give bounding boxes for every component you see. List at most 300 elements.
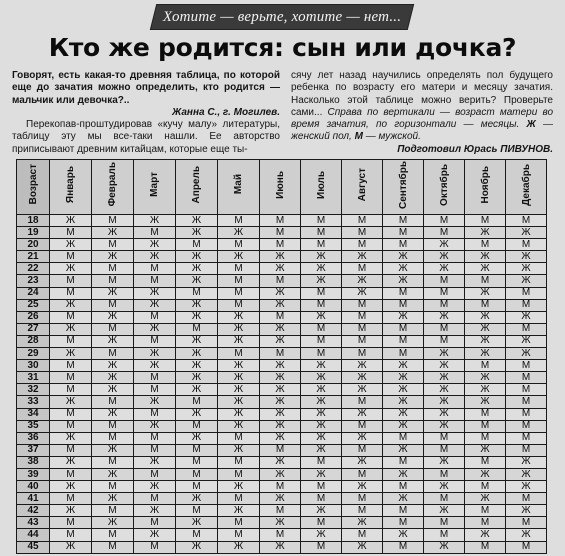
age-cell: 38 xyxy=(17,456,50,468)
gender-cell: Ж xyxy=(465,311,506,323)
gender-cell: Ж xyxy=(260,408,301,420)
gender-cell: М xyxy=(301,323,342,335)
gender-cell: М xyxy=(92,239,134,251)
table-row xyxy=(17,287,547,299)
gender-cell: М xyxy=(92,348,134,360)
gender-cell: М xyxy=(301,287,342,299)
gender-cell: Ж xyxy=(506,505,547,517)
table-row xyxy=(17,323,547,335)
header-label: Февраль xyxy=(107,162,118,207)
table-row xyxy=(17,227,547,239)
table-row xyxy=(17,384,547,396)
gender-cell: М xyxy=(50,529,92,541)
gender-cell: Ж xyxy=(383,493,424,505)
gender-cell: Ж xyxy=(424,384,465,396)
gender-cell: М xyxy=(50,408,92,420)
gender-cell: Ж xyxy=(506,263,547,275)
header-label: Март xyxy=(149,172,160,197)
gender-cell: М xyxy=(92,529,134,541)
gender-cell: М xyxy=(506,493,547,505)
table-row xyxy=(17,432,547,444)
gender-cell: Ж xyxy=(260,517,301,529)
headline: Кто же родится: сын или дочка? xyxy=(48,33,517,62)
gender-cell: Ж xyxy=(465,287,506,299)
gender-cell: Ж xyxy=(218,251,260,263)
gender-cell: Ж xyxy=(92,372,134,384)
table-row xyxy=(17,481,547,493)
gender-cell: М xyxy=(92,263,134,275)
header-label: Возраст xyxy=(27,164,39,205)
gender-cell: Ж xyxy=(383,384,424,396)
gender-cell: М xyxy=(342,311,383,323)
gender-cell: М xyxy=(218,348,260,360)
gender-cell: М xyxy=(92,299,134,311)
gender-cell: Ж xyxy=(342,384,383,396)
gender-cell: Ж xyxy=(301,251,342,263)
gender-cell: Ж xyxy=(176,348,218,360)
gender-cell: М xyxy=(342,468,383,480)
gender-cell: Ж xyxy=(342,432,383,444)
gender-cell: М xyxy=(92,275,134,287)
gender-cell: Ж xyxy=(301,311,342,323)
gender-cell: Ж xyxy=(92,287,134,299)
gender-cell: Ж xyxy=(424,348,465,360)
age-cell: 27 xyxy=(17,323,50,335)
gender-cell: Ж xyxy=(260,263,301,275)
gender-cell: Ж xyxy=(176,432,218,444)
gender-cell: Ж xyxy=(218,360,260,372)
gender-cell: Ж xyxy=(424,263,465,275)
gender-cell: Ж xyxy=(301,372,342,384)
table-row xyxy=(17,251,547,263)
gender-cell: М xyxy=(465,505,506,517)
gender-cell: Ж xyxy=(506,227,547,239)
gender-cell: М xyxy=(383,541,424,553)
gender-cell: Ж xyxy=(301,275,342,287)
gender-cell: Ж xyxy=(92,251,134,263)
table-row xyxy=(17,360,547,372)
gender-cell: М xyxy=(134,372,176,384)
gender-cell: Ж xyxy=(301,444,342,456)
gender-cell: М xyxy=(218,263,260,275)
gender-cell: М xyxy=(134,493,176,505)
gender-cell: М xyxy=(260,529,301,541)
gender-cell: Ж xyxy=(301,420,342,432)
gender-cell: М xyxy=(342,420,383,432)
gender-cell: Ж xyxy=(176,493,218,505)
gender-cell: Ж xyxy=(301,263,342,275)
gender-cell: Ж xyxy=(176,360,218,372)
gender-cell: М xyxy=(424,299,465,311)
gender-cell: М xyxy=(218,456,260,468)
author-credit: Подготовил Юрась ПИВУНОВ. xyxy=(397,143,553,155)
gender-cell: Ж xyxy=(50,263,92,275)
gender-cell: М xyxy=(301,227,342,239)
gender-cell: Ж xyxy=(134,287,176,299)
gender-cell: М xyxy=(301,239,342,251)
gender-cell: М xyxy=(218,275,260,287)
age-cell: 34 xyxy=(17,408,50,420)
gender-cell: Ж xyxy=(134,420,176,432)
gender-cell: Ж xyxy=(50,456,92,468)
gender-cell: Ж xyxy=(50,239,92,251)
gender-cell: Ж xyxy=(218,408,260,420)
gender-cell: М xyxy=(342,396,383,408)
gender-cell: М xyxy=(465,420,506,432)
age-cell: 33 xyxy=(17,396,50,408)
header-age xyxy=(17,160,50,215)
gender-cell: Ж xyxy=(134,456,176,468)
gender-cell: Ж xyxy=(134,299,176,311)
gender-cell: М xyxy=(301,299,342,311)
gender-cell: М xyxy=(506,299,547,311)
gender-cell: М xyxy=(506,444,547,456)
gender-cell: М xyxy=(134,263,176,275)
gender-cell: М xyxy=(92,420,134,432)
header-month xyxy=(465,160,506,215)
gender-cell: Ж xyxy=(50,481,92,493)
gender-cell: Ж xyxy=(465,529,506,541)
gender-cell: М xyxy=(424,432,465,444)
gender-cell: М xyxy=(134,311,176,323)
gender-cell: М xyxy=(176,529,218,541)
gender-cell: М xyxy=(424,287,465,299)
age-cell: 43 xyxy=(17,517,50,529)
age-cell: 40 xyxy=(17,481,50,493)
gender-cell: М xyxy=(176,420,218,432)
conception-table-container xyxy=(16,159,547,554)
header-month xyxy=(50,160,92,215)
gender-cell: Ж xyxy=(134,239,176,251)
gender-cell: Ж xyxy=(342,275,383,287)
age-cell: 30 xyxy=(17,360,50,372)
gender-cell: М xyxy=(301,456,342,468)
age-cell: 25 xyxy=(17,299,50,311)
article-column-right xyxy=(291,70,553,156)
gender-cell: Ж xyxy=(465,323,506,335)
gender-cell: Ж xyxy=(260,468,301,480)
gender-cell: Ж xyxy=(92,468,134,480)
gender-cell: М xyxy=(465,215,506,227)
gender-cell: М xyxy=(424,493,465,505)
header-month xyxy=(92,160,134,215)
header-label: Июнь xyxy=(274,170,286,199)
gender-cell: М xyxy=(506,372,547,384)
age-cell: 29 xyxy=(17,348,50,360)
gender-cell: М xyxy=(134,335,176,347)
age-cell: 42 xyxy=(17,505,50,517)
gender-cell: Ж xyxy=(218,420,260,432)
gender-cell: М xyxy=(92,541,134,553)
gender-cell: Ж xyxy=(342,287,383,299)
gender-cell: М xyxy=(506,420,547,432)
gender-cell: Ж xyxy=(176,372,218,384)
gender-cell: М xyxy=(465,408,506,420)
gender-cell: Ж xyxy=(465,396,506,408)
gender-cell: М xyxy=(92,396,134,408)
gender-cell: Ж xyxy=(218,505,260,517)
table-row xyxy=(17,335,547,347)
gender-cell: Ж xyxy=(134,481,176,493)
gender-cell: Ж xyxy=(134,251,176,263)
age-cell: 26 xyxy=(17,311,50,323)
table-body xyxy=(17,215,547,554)
gender-cell: М xyxy=(424,468,465,480)
legend-male-key: М xyxy=(354,131,363,143)
gender-cell: Ж xyxy=(50,299,92,311)
gender-cell: М xyxy=(383,239,424,251)
gender-cell: М xyxy=(424,529,465,541)
gender-cell: М xyxy=(424,444,465,456)
gender-cell: Ж xyxy=(50,432,92,444)
gender-cell: М xyxy=(506,432,547,444)
gender-cell: М xyxy=(383,481,424,493)
gender-cell: Ж xyxy=(301,384,342,396)
header-label: Ноябрь xyxy=(479,165,491,204)
gender-cell: М xyxy=(134,517,176,529)
gender-cell: М xyxy=(134,275,176,287)
age-cell: 19 xyxy=(17,227,50,239)
gender-cell: М xyxy=(50,287,92,299)
gender-cell: Ж xyxy=(92,311,134,323)
gender-cell: М xyxy=(50,275,92,287)
gender-cell: Ж xyxy=(50,215,92,227)
gender-cell: М xyxy=(218,529,260,541)
gender-cell: Ж xyxy=(260,384,301,396)
gender-cell: Ж xyxy=(424,396,465,408)
age-cell: 18 xyxy=(17,215,50,227)
gender-cell: Ж xyxy=(260,541,301,553)
gender-cell: Ж xyxy=(342,408,383,420)
gender-cell: М xyxy=(134,468,176,480)
gender-cell: М xyxy=(50,384,92,396)
gender-cell: М xyxy=(301,493,342,505)
gender-cell: М xyxy=(176,481,218,493)
gender-cell: Ж xyxy=(176,541,218,553)
gender-cell: Ж xyxy=(342,517,383,529)
age-cell: 23 xyxy=(17,275,50,287)
gender-cell: М xyxy=(383,348,424,360)
gender-cell: Ж xyxy=(260,456,301,468)
table-row xyxy=(17,263,547,275)
gender-cell: Ж xyxy=(134,529,176,541)
gender-cell: М xyxy=(342,299,383,311)
gender-cell: Ж xyxy=(134,215,176,227)
gender-cell: Ж xyxy=(424,360,465,372)
conception-table xyxy=(16,159,547,554)
gender-cell: М xyxy=(506,384,547,396)
gender-cell: Ж xyxy=(218,227,260,239)
gender-cell: Ж xyxy=(260,299,301,311)
gender-cell: Ж xyxy=(465,468,506,480)
table-header-row xyxy=(17,160,547,215)
gender-cell: Ж xyxy=(506,275,547,287)
age-cell: 24 xyxy=(17,287,50,299)
gender-cell: М xyxy=(506,408,547,420)
gender-cell: Ж xyxy=(260,335,301,347)
gender-cell: Ж xyxy=(301,396,342,408)
gender-cell: М xyxy=(383,517,424,529)
gender-cell: М xyxy=(342,505,383,517)
gender-cell: М xyxy=(342,529,383,541)
gender-cell: Ж xyxy=(506,311,547,323)
gender-cell: М xyxy=(465,541,506,553)
gender-cell: Ж xyxy=(176,335,218,347)
gender-cell: М xyxy=(465,432,506,444)
legend-female-key: Ж xyxy=(526,119,536,131)
gender-cell: М xyxy=(424,215,465,227)
gender-cell: Ж xyxy=(465,251,506,263)
age-cell: 36 xyxy=(17,432,50,444)
gender-cell: М xyxy=(301,335,342,347)
gender-cell: Ж xyxy=(92,227,134,239)
gender-cell: М xyxy=(50,335,92,347)
article-body-text: сячу лет назад научились определять пол будущего ребенка по возрасту его матери и месяцу зачатия. Насколько этой таблице можно верить? Проверьте сами... xyxy=(291,70,553,118)
gender-cell: М xyxy=(134,432,176,444)
gender-cell: Ж xyxy=(50,505,92,517)
gender-cell: Ж xyxy=(424,505,465,517)
gender-cell: Ж xyxy=(92,517,134,529)
gender-cell: М xyxy=(176,468,218,480)
header-month xyxy=(342,160,383,215)
gender-cell: М xyxy=(383,287,424,299)
header-month xyxy=(301,160,342,215)
table-row xyxy=(17,444,547,456)
age-cell: 45 xyxy=(17,541,50,553)
age-cell: 44 xyxy=(17,529,50,541)
gender-cell: М xyxy=(218,517,260,529)
table-row xyxy=(17,517,547,529)
gender-cell: М xyxy=(134,444,176,456)
gender-cell: Ж xyxy=(134,396,176,408)
header-month xyxy=(218,160,260,215)
gender-cell: М xyxy=(342,239,383,251)
gender-cell: М xyxy=(383,215,424,227)
gender-cell: М xyxy=(424,517,465,529)
gender-cell: Ж xyxy=(218,311,260,323)
gender-cell: М xyxy=(383,456,424,468)
age-cell: 28 xyxy=(17,335,50,347)
gender-cell: М xyxy=(218,493,260,505)
gender-cell: М xyxy=(50,360,92,372)
gender-cell: Ж xyxy=(134,505,176,517)
table-row xyxy=(17,215,547,227)
header-label: Май xyxy=(233,174,244,195)
reader-signature: Жанна С., г. Могилев. xyxy=(171,106,280,118)
gender-cell: М xyxy=(50,372,92,384)
gender-cell: М xyxy=(50,227,92,239)
age-cell: 31 xyxy=(17,372,50,384)
gender-cell: Ж xyxy=(424,456,465,468)
gender-cell: М xyxy=(342,323,383,335)
gender-cell: Ж xyxy=(383,251,424,263)
header-label: Октябрь xyxy=(438,163,450,206)
gender-cell: М xyxy=(383,432,424,444)
gender-cell: Ж xyxy=(465,263,506,275)
table-row xyxy=(17,348,547,360)
gender-cell: Ж xyxy=(50,541,92,553)
age-cell: 20 xyxy=(17,239,50,251)
header-month xyxy=(134,160,176,215)
gender-cell: М xyxy=(424,323,465,335)
gender-cell: Ж xyxy=(383,263,424,275)
table-row xyxy=(17,275,547,287)
age-cell: 32 xyxy=(17,384,50,396)
gender-cell: Ж xyxy=(176,299,218,311)
table-row xyxy=(17,456,547,468)
article-body-continued xyxy=(291,70,553,144)
gender-cell: М xyxy=(176,396,218,408)
gender-cell: М xyxy=(506,396,547,408)
table-row xyxy=(17,299,547,311)
header-month xyxy=(176,160,218,215)
gender-cell: М xyxy=(260,505,301,517)
header-label: Июль xyxy=(315,170,327,199)
gender-cell: М xyxy=(465,299,506,311)
gender-cell: Ж xyxy=(506,529,547,541)
header-month xyxy=(383,160,424,215)
gender-cell: Ж xyxy=(465,335,506,347)
gender-cell: М xyxy=(342,263,383,275)
gender-cell: М xyxy=(134,227,176,239)
gender-cell: Ж xyxy=(176,215,218,227)
gender-cell: М xyxy=(134,541,176,553)
gender-cell: Ж xyxy=(260,323,301,335)
gender-cell: Ж xyxy=(424,541,465,553)
header-label: Август xyxy=(356,167,368,202)
gender-cell: М xyxy=(465,481,506,493)
gender-cell: Ж xyxy=(218,481,260,493)
gender-cell: Ж xyxy=(383,468,424,480)
table-row xyxy=(17,372,547,384)
gender-cell: Ж xyxy=(260,432,301,444)
reader-question: Говорят, есть какая-то древняя таблица, по которой еще до зачатия можно определить, кто родится — мальчик или девочка?.. xyxy=(12,70,280,106)
gender-cell: Ж xyxy=(260,396,301,408)
gender-cell: Ж xyxy=(383,444,424,456)
gender-cell: М xyxy=(50,251,92,263)
gender-cell: Ж xyxy=(383,360,424,372)
gender-cell: Ж xyxy=(424,239,465,251)
age-cell: 37 xyxy=(17,444,50,456)
gender-cell: Ж xyxy=(134,348,176,360)
gender-cell: Ж xyxy=(424,420,465,432)
kicker-text: Хотите — верьте, хотите — нет... xyxy=(162,8,402,25)
gender-cell: М xyxy=(134,408,176,420)
gender-cell: Ж xyxy=(301,529,342,541)
legend-female-text: — женский пол, xyxy=(291,119,554,143)
table-row xyxy=(17,311,547,323)
gender-cell: Ж xyxy=(465,384,506,396)
gender-cell: М xyxy=(465,360,506,372)
gender-cell: М xyxy=(218,239,260,251)
gender-cell: Ж xyxy=(301,360,342,372)
gender-cell: М xyxy=(176,444,218,456)
table-row xyxy=(17,541,547,553)
gender-cell: М xyxy=(218,287,260,299)
article-body-start: Перекопав-проштудировав «кучу малу» литературы, таблицу эту мы все-таки нашли. Ее авторство приписывают древним китайцам, которые еще ты- xyxy=(12,119,280,155)
gender-cell: Ж xyxy=(176,275,218,287)
gender-cell: Ж xyxy=(92,335,134,347)
header-month xyxy=(506,160,547,215)
gender-cell: М xyxy=(176,239,218,251)
age-cell: 39 xyxy=(17,468,50,480)
gender-cell: М xyxy=(465,239,506,251)
gender-cell: Ж xyxy=(260,372,301,384)
gender-cell: М xyxy=(424,275,465,287)
kicker-banner xyxy=(151,5,413,29)
gender-cell: М xyxy=(176,505,218,517)
gender-cell: Ж xyxy=(50,323,92,335)
